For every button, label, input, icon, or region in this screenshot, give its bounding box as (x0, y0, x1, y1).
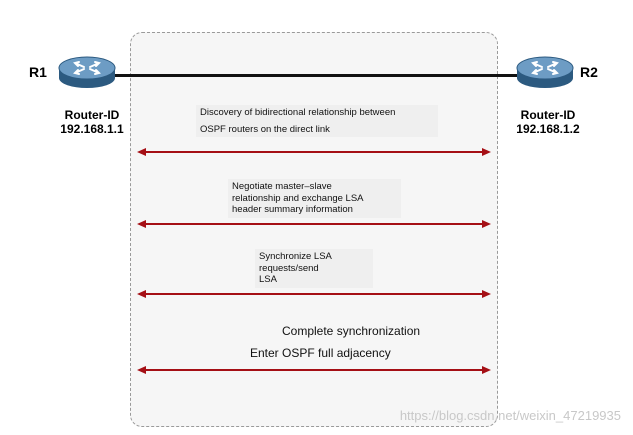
router-r2-icon (515, 54, 575, 90)
router-r1-id-label: Router-ID (64, 108, 120, 122)
step-3-arrow (137, 289, 491, 299)
router-r2-name: R2 (580, 64, 598, 80)
router-r2-id (500, 108, 596, 136)
step-1-line-2: OSPF routers on the direct link (200, 123, 330, 135)
router-r2-id-label: Router-ID (520, 108, 576, 122)
router-r1-id (44, 108, 140, 136)
step-1-text (196, 105, 438, 137)
router-r1-name: R1 (29, 64, 47, 80)
step-3-text (255, 249, 373, 288)
step-3-line-1: Synchronize LSA (259, 251, 332, 262)
step-2-arrow (137, 219, 491, 229)
router-r1-id-value: 192.168.1.1 (60, 122, 124, 136)
step-3-line-2: requests/send (259, 262, 319, 274)
router-r1-icon (57, 54, 117, 90)
step-3-line-3: LSA (259, 274, 277, 285)
step-2-line-3: header summary information (232, 204, 353, 215)
link-line (96, 74, 541, 77)
step-1-line-1: Discovery of bidirectional relationship between (200, 107, 396, 118)
step-2-text (228, 179, 401, 218)
step-4-arrow (137, 365, 491, 375)
step-4-line-1: Complete synchronization (282, 324, 421, 338)
router-r2-id-value: 192.168.1.2 (516, 122, 580, 136)
step-1-arrow (137, 147, 491, 157)
step-2-line-1: Negotiate master–slave (232, 181, 332, 192)
watermark: https://blog.csdn.net/weixin_47219935 (399, 408, 621, 423)
step-4-line-2: Enter OSPF full adjacency (250, 346, 391, 360)
step-2-line-2: relationship and exchange LSA (232, 192, 364, 204)
